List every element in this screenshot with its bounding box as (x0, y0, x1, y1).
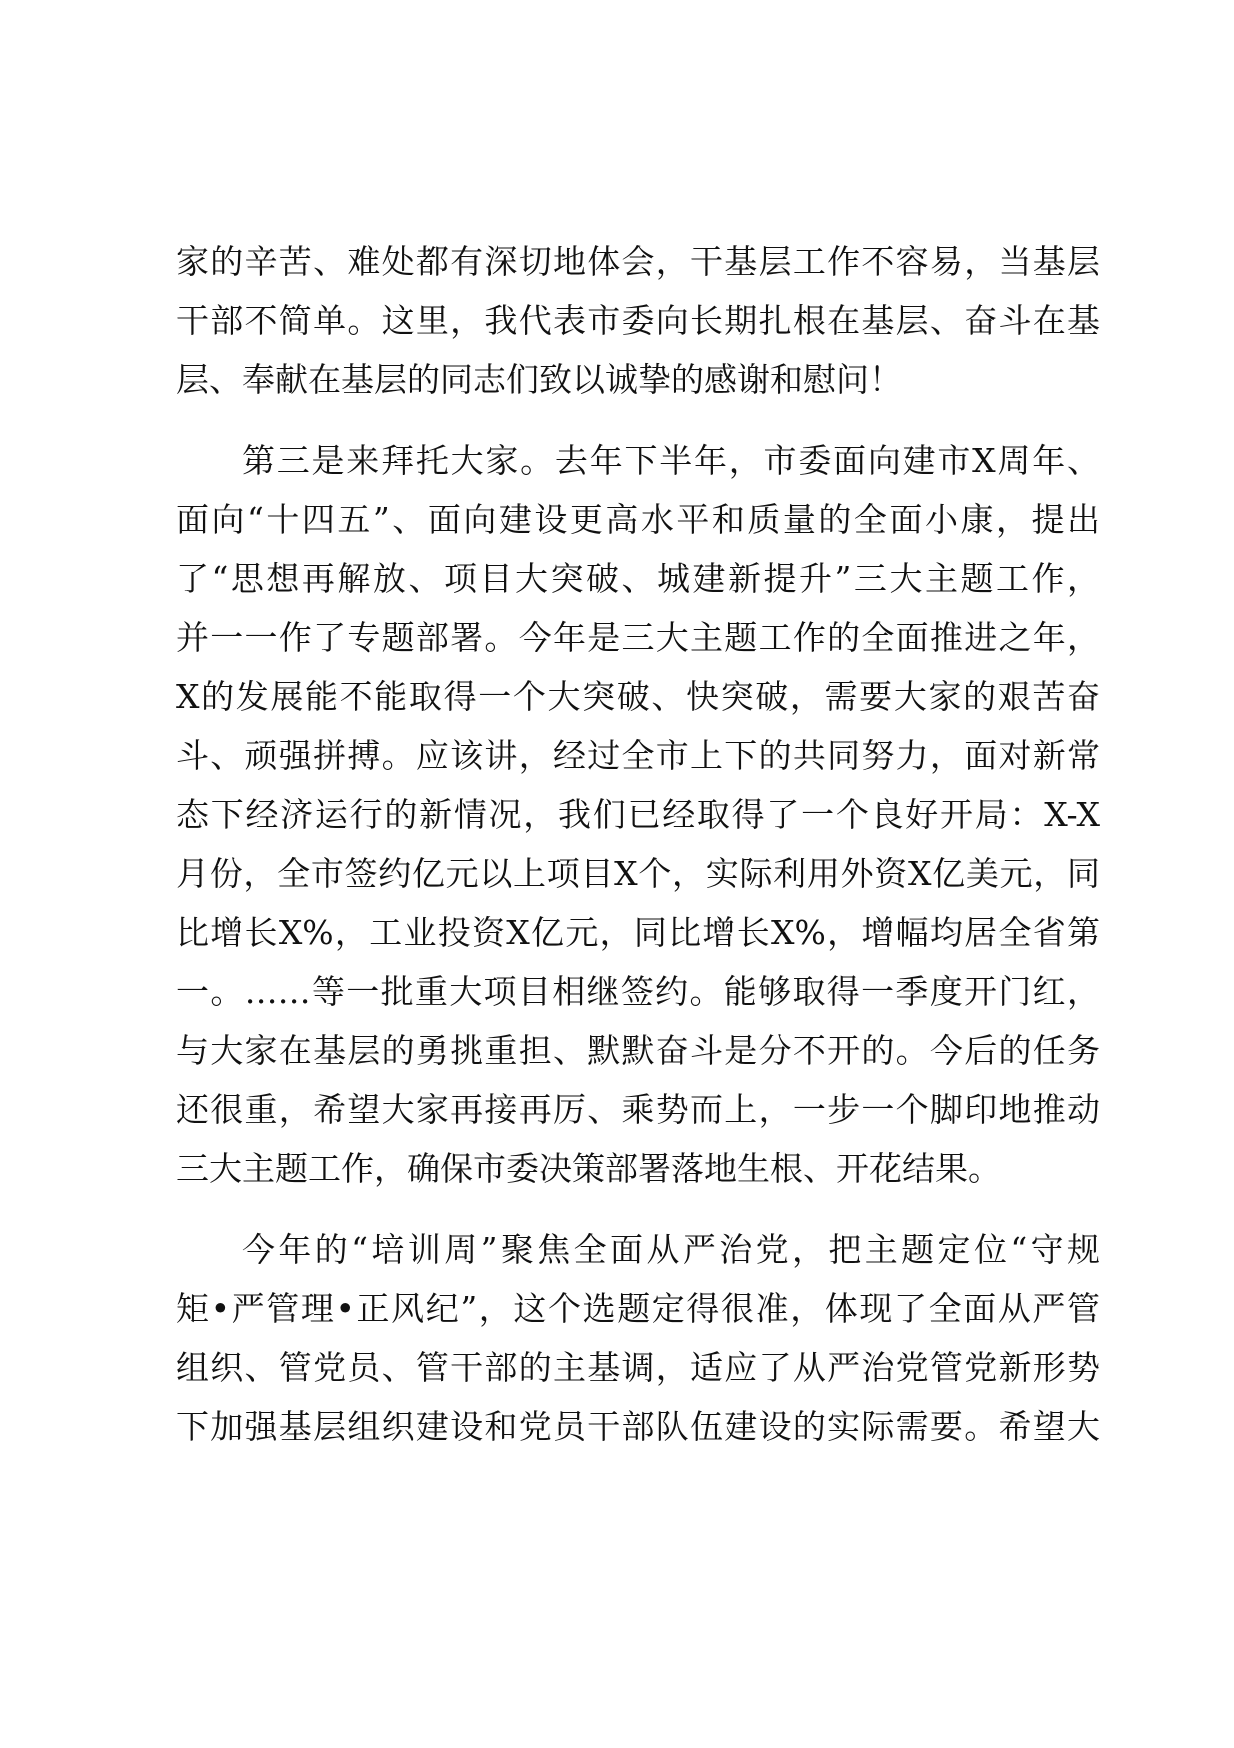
text-line: 矩•严管理•正风纪”，这个选题定得很准，体现了全面从严管 (176, 1289, 1100, 1328)
paragraph-gap (176, 1198, 1100, 1220)
document-body (176, 232, 1100, 1456)
text-line: X的发展能不能取得一个大突破、快突破，需要大家的艰苦奋 (176, 677, 1100, 716)
text-line: 并一一作了专题部署。今年是三大主题工作的全面推进之年， (176, 618, 1100, 657)
paragraph-3 (176, 1220, 1100, 1456)
text-line: 月份，全市签约亿元以上项目X个，实际利用外资X亿美元，同 (176, 854, 1100, 893)
text-line: 斗、顽强拼搏。应该讲，经过全市上下的共同努力，面对新常 (176, 736, 1100, 775)
text-line: 今年的“培训周”聚焦全面从严治党，把主题定位“守规 (242, 1230, 1100, 1269)
text-line: 态下经济运行的新情况，我们已经取得了一个良好开局：X-X (176, 795, 1100, 834)
text-line: 下加强基层组织建设和党员干部队伍建设的实际需要。希望大 (176, 1407, 1100, 1446)
text-line: 还很重，希望大家再接再厉、乘势而上，一步一个脚印地推动 (176, 1090, 1100, 1129)
text-line: 组织、管党员、管干部的主基调，适应了从严治党管党新形势 (176, 1348, 1100, 1387)
text-line: 层、奉献在基层的同志们致以诚挚的感谢和慰问！ (176, 360, 902, 399)
text-line: 家的辛苦、难处都有深切地体会，干基层工作不容易，当基层 (176, 242, 1100, 281)
text-line: 第三是来拜托大家。去年下半年，市委面向建市X周年、 (242, 441, 1100, 480)
text-line: 面向“十四五”、面向建设更高水平和质量的全面小康，提出 (176, 500, 1100, 539)
text-line: 一。……等一批重大项目相继签约。能够取得一季度开门红， (176, 972, 1100, 1011)
paragraph-2 (176, 431, 1100, 1198)
text-line: 干部不简单。这里，我代表市委向长期扎根在基层、奋斗在基 (176, 301, 1100, 340)
paragraph-1 (176, 232, 1100, 409)
text-line: 与大家在基层的勇挑重担、默默奋斗是分不开的。今后的任务 (176, 1031, 1100, 1070)
text-line: 比增长X%，工业投资X亿元，同比增长X%，增幅均居全省第 (176, 913, 1100, 952)
text-line: 了“思想再解放、项目大突破、城建新提升”三大主题工作， (176, 559, 1100, 598)
text-line: 三大主题工作，确保市委决策部署落地生根、开花结果。 (176, 1149, 1001, 1188)
paragraph-gap (176, 409, 1100, 431)
